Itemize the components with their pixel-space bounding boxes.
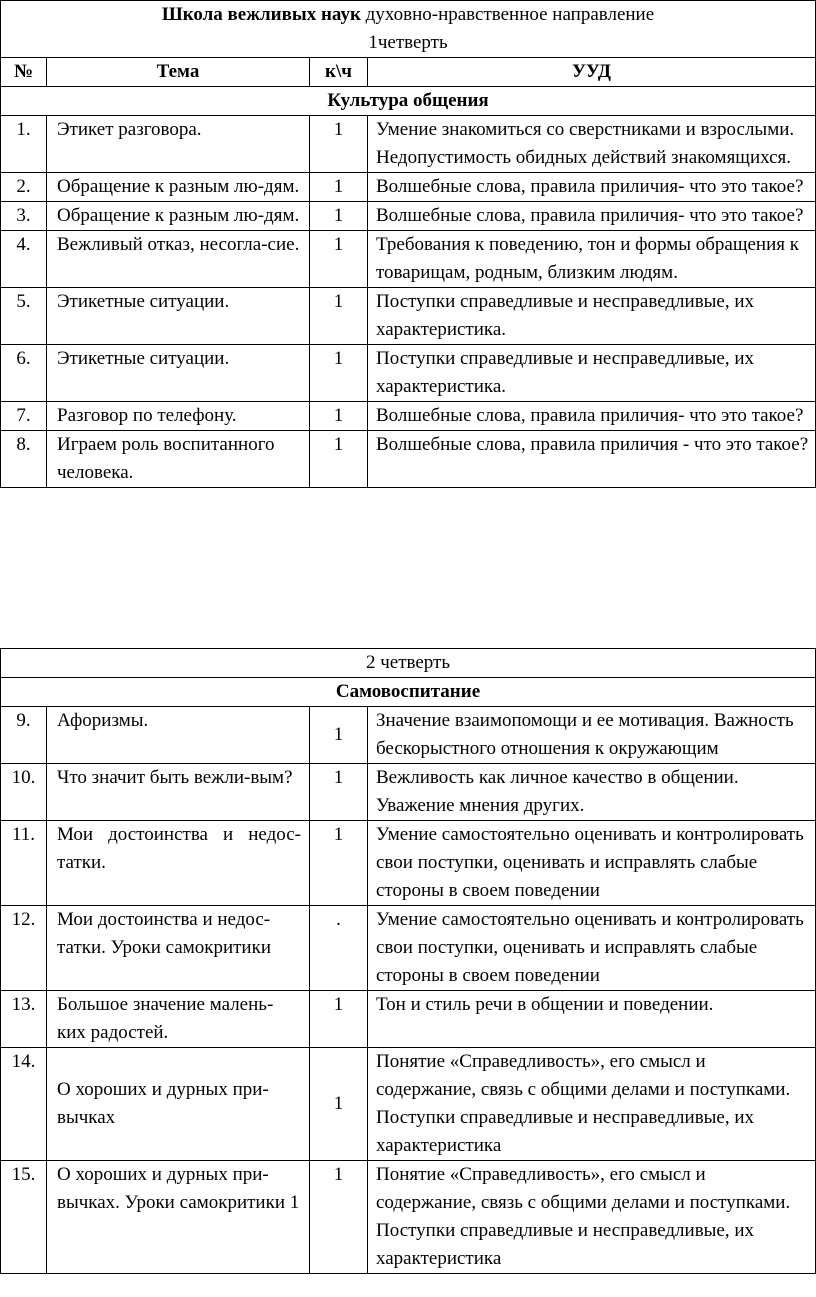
- table-row: [1, 431, 816, 488]
- row-topic: Что значит быть вежли-вым?: [47, 764, 310, 821]
- row-topic: Играем роль воспитанного человека.: [47, 431, 310, 488]
- row-num: 7.: [1, 402, 47, 431]
- row-hours: 1: [310, 116, 368, 173]
- row-uud: Понятие «Справедливость», его смысл и содержание, связь с общими делами и поступками. Поступки справедливые и несправедливые, их характеристика: [368, 1161, 816, 1274]
- row-num: 5.: [1, 288, 47, 345]
- row-hours: 1: [310, 707, 368, 764]
- row-topic: Обращение к разным лю-дям.: [47, 173, 310, 202]
- table-row: [1, 202, 816, 231]
- row-topic: Вежливый отказ, несогла-сие.: [47, 231, 310, 288]
- row-topic: Этикетные ситуации.: [47, 288, 310, 345]
- col-uud-header: УУД: [368, 58, 816, 87]
- row-topic: Этикет разговора.: [47, 116, 310, 173]
- row-hours: 1: [310, 231, 368, 288]
- row-hours: 1: [310, 1048, 368, 1161]
- row-topic: Афоризмы.: [47, 707, 310, 764]
- row-num: 13.: [1, 991, 47, 1048]
- row-uud: Значение взаимопомощи и ее мотивация. Важность бескорыстного отношения к окружающим: [368, 707, 816, 764]
- table-title: Школа вежливых наук: [161, 4, 361, 25]
- row-topic: О хороших и дурных при-вычках: [47, 1048, 310, 1161]
- row-topic: Мои достоинства и недос-татки.: [47, 821, 310, 906]
- col-hours-header: к\ч: [310, 58, 368, 87]
- table-row: [1, 1048, 816, 1161]
- row-num: 3.: [1, 202, 47, 231]
- row-hours: 1: [310, 345, 368, 402]
- table-row: [1, 707, 816, 764]
- row-topic: Этикетные ситуации.: [47, 345, 310, 402]
- col-topic-header: Тема: [47, 58, 310, 87]
- row-uud: Тон и стиль речи в общении и поведении.: [368, 991, 816, 1048]
- row-hours: 1: [310, 991, 368, 1048]
- row-num: 4.: [1, 231, 47, 288]
- row-uud: Поступки справедливые и несправедливые, их характеристика.: [368, 288, 816, 345]
- row-hours: 1: [310, 173, 368, 202]
- row-num: 6.: [1, 345, 47, 402]
- row-num: 12.: [1, 906, 47, 991]
- row-hours: 1: [310, 764, 368, 821]
- row-num: 14.: [1, 1048, 47, 1161]
- row-topic: О хороших и дурных при-вычках. Уроки самокритики 1: [47, 1161, 310, 1274]
- table-row: [1, 821, 816, 906]
- row-hours: 1: [310, 821, 368, 906]
- quarter2-table: [0, 648, 816, 1274]
- row-hours: 1: [310, 431, 368, 488]
- row-uud: Волшебные слова, правила приличия- что это такое?: [368, 173, 816, 202]
- table-row: [1, 345, 816, 402]
- row-uud: Умение самостоятельно оценивать и контролировать свои поступки, оценивать и исправлять слабые стороны в своем поведении: [368, 821, 816, 906]
- row-uud: Волшебные слова, правила приличия- что это такое?: [368, 202, 816, 231]
- row-uud: Понятие «Справедливость», его смысл и содержание, связь с общими делами и поступками. Поступки справедливые и несправедливые, их характеристика: [368, 1048, 816, 1161]
- table-row: [1, 116, 816, 173]
- row-num: 8.: [1, 431, 47, 488]
- table-row: [1, 231, 816, 288]
- section-title: Самовоспитание: [1, 678, 816, 707]
- table-row: [1, 288, 816, 345]
- row-uud: Волшебные слова, правила приличия - что это такое?: [368, 431, 816, 488]
- table-row: [1, 764, 816, 821]
- row-topic: Большое значение малень-ких радостей.: [47, 991, 310, 1048]
- row-topic: Мои достоинства и недос-татки. Уроки самокритики: [47, 906, 310, 991]
- row-hours: 1: [310, 288, 368, 345]
- table-row: [1, 1161, 816, 1274]
- row-uud: Волшебные слова, правила приличия- что это такое?: [368, 402, 816, 431]
- row-uud: Умение самостоятельно оценивать и контролировать свои поступки, оценивать и исправлять слабые стороны в своем поведении: [368, 906, 816, 991]
- row-num: 2.: [1, 173, 47, 202]
- col-num-header: №: [1, 58, 47, 87]
- table-row: [1, 173, 816, 202]
- table-title-cell: [1, 1, 816, 58]
- table-row: [1, 402, 816, 431]
- row-uud: Вежливость как личное качество в общении. Уважение мнения других.: [368, 764, 816, 821]
- row-topic: Обращение к разным лю-дям.: [47, 202, 310, 231]
- section-title: Культура общения: [1, 87, 816, 116]
- quarter1-label: 1четверть: [368, 32, 448, 53]
- row-num: 10.: [1, 764, 47, 821]
- row-num: 9.: [1, 707, 47, 764]
- row-hours: 1: [310, 1161, 368, 1274]
- row-hours: 1: [310, 202, 368, 231]
- table-row: [1, 906, 816, 991]
- row-hours: 1: [310, 402, 368, 431]
- row-uud: Умение знакомиться со сверстниками и взрослыми. Недопустимость обидных действий знакомящихся.: [368, 116, 816, 173]
- row-uud: Поступки справедливые и несправедливые, их характеристика.: [368, 345, 816, 402]
- row-topic: Разговор по телефону.: [47, 402, 310, 431]
- row-num: 11.: [1, 821, 47, 906]
- table-row: [1, 991, 816, 1048]
- table-subtitle: духовно-нравственное направление: [360, 4, 655, 25]
- quarter2-label: 2 четверть: [1, 649, 816, 678]
- row-uud: Требования к поведению, тон и формы обращения к товарищам, родным, близким людям.: [368, 231, 816, 288]
- quarter1-table: [0, 0, 816, 488]
- row-hours: .: [310, 906, 368, 991]
- row-num: 15.: [1, 1161, 47, 1274]
- row-num: 1.: [1, 116, 47, 173]
